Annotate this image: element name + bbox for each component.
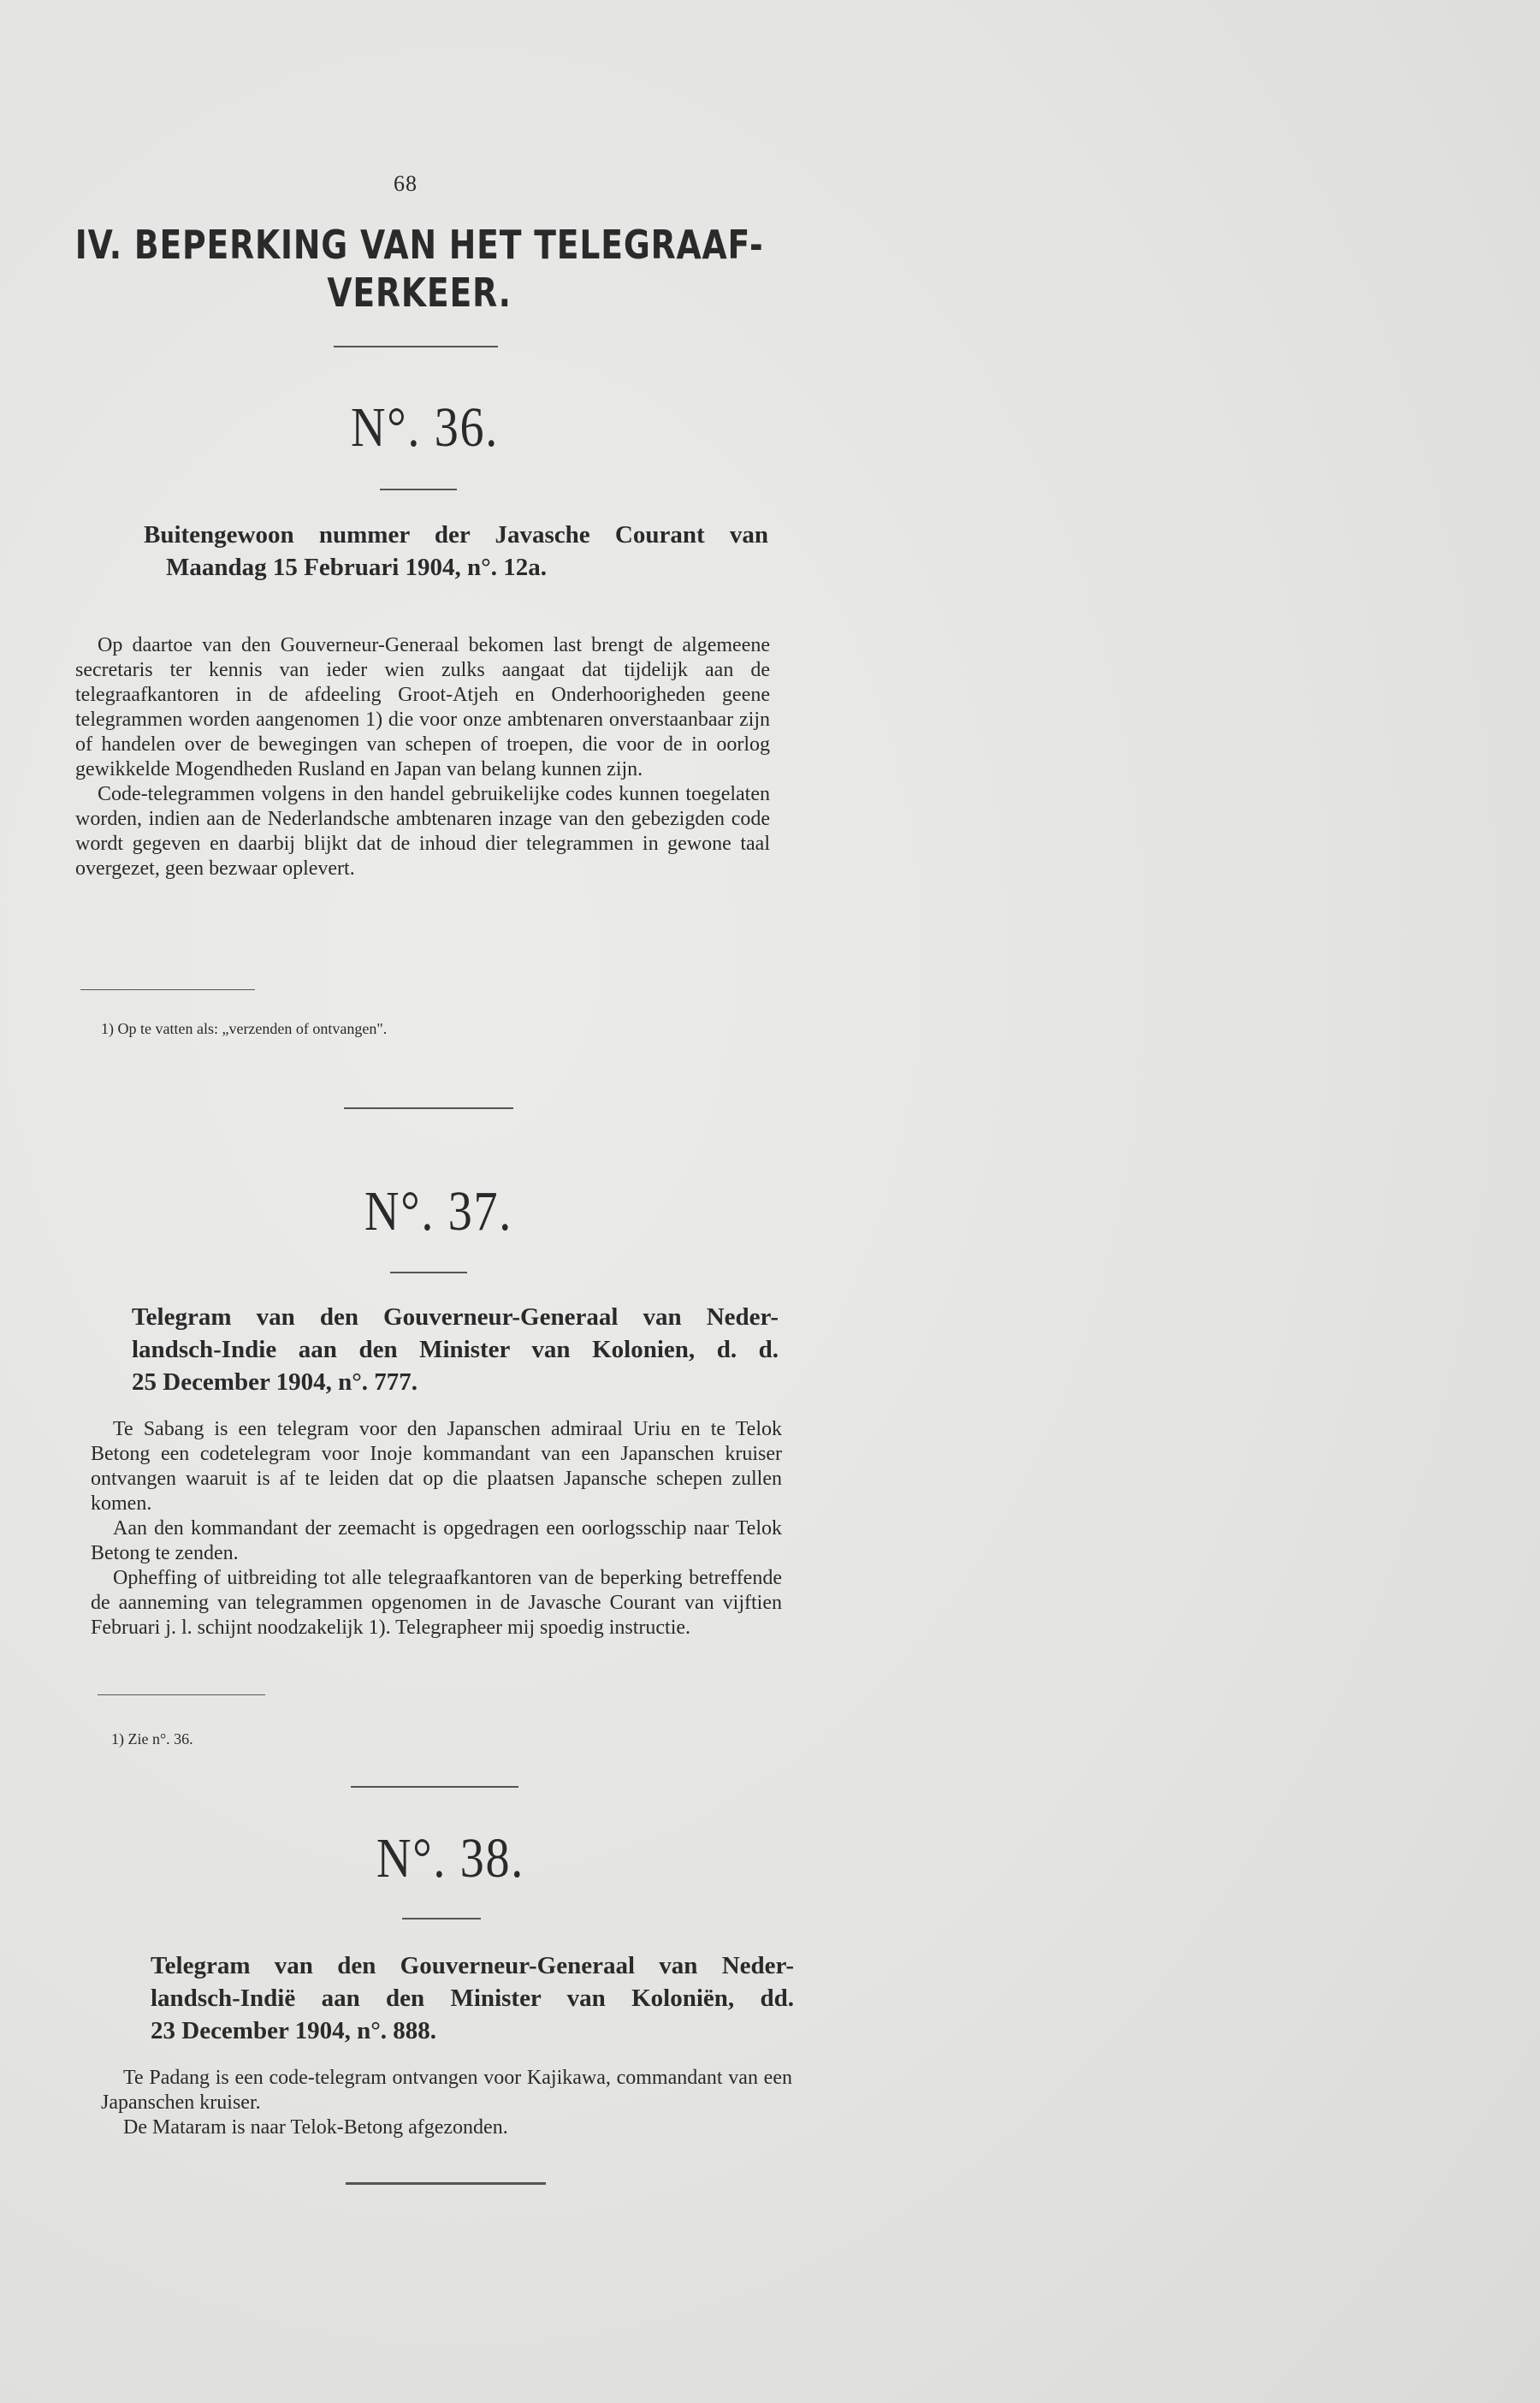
doc-body-37	[91, 1417, 782, 1641]
page-number: 68	[394, 171, 418, 196]
footnote-rule	[80, 989, 255, 990]
paragraph: Te Sabang is een telegram voor den Japanschen admiraal Uriu en te Telok Betong een codetelegram voor Inoje kommandant van een Japanschen kruiser ontvangen waaruit is af te leiden dat op die plaatsen Japansche schepen zullen komen.	[91, 1418, 782, 1515]
doc-title-36-line2: Maandag 15 Februari 1904, n°. 12a.	[166, 554, 547, 581]
doc-title-38-line2: landsch-Indië aan den Minister van Koloniën, dd.	[151, 1985, 794, 2012]
doc-title-38-line1: Telegram van den Gouverneur-Generaal van Neder-	[151, 1952, 794, 1979]
section-heading-line2: VERKEER.	[327, 270, 512, 316]
footnote-36: 1) Op te vatten als: „verzenden of ontvangen".	[101, 1020, 388, 1037]
divider	[334, 346, 498, 347]
doc-number-36: N°. 36.	[351, 396, 500, 459]
doc-title-37-line3: 25 December 1904, n°. 777.	[132, 1368, 418, 1396]
doc-title-38-line3: 23 December 1904, n°. 888.	[151, 2017, 437, 2044]
doc-title-37	[132, 1301, 779, 1398]
divider	[351, 1786, 518, 1788]
footnote-rule	[98, 1694, 265, 1695]
divider	[380, 489, 457, 490]
doc-title-36-line1: Buitengewoon nummer der Javasche Courant van	[144, 521, 768, 549]
divider	[390, 1272, 467, 1273]
doc-body-38	[101, 2066, 792, 2140]
paragraph: Aan den kommandant der zeemacht is opgedragen een oorlogsschip naar Telok Betong te zenden.	[91, 1517, 782, 1564]
doc-title-38	[151, 1949, 794, 2047]
paragraph: Opheffing of uitbreiding tot alle telegraafkantoren van de beperking betreffende de aanneming van telegrammen opgenomen in de Javasche Courant van vijftien Februari j. l. schijnt noodzakelijk 1). Telegrapheer mij spoedig instructie.	[91, 1567, 782, 1639]
divider	[344, 1107, 513, 1109]
paragraph: Op daartoe van den Gouverneur-Generaal bekomen last brengt de algemeene secretaris ter kennis van ieder wien zulks aangaat dat tijdelijk aan de telegraafkantoren in de afdeeling Groot-Atjeh en Onderhoorigheden geene telegrammen worden aangenomen 1) die voor onze ambtenaren onverstaanbaar zijn of handelen over de bewegingen van schepen of troepen, die voor de in oorlog gewikkelde Mogendheden Rusland en Japan van belang kunnen zijn.	[75, 634, 770, 780]
paragraph: De Mataram is naar Telok-Betong afgezonden.	[123, 2116, 508, 2139]
doc-number-38: N°. 38.	[376, 1827, 525, 1890]
paragraph: Code-telegrammen volgens in den handel gebruikelijke codes kunnen toegelaten worden, indien aan de Nederlandsche ambtenaren inzage van den gebezigden code wordt gegeven en daarbij blijkt dat de inhoud dier telegrammen in gewone taal overgezet, geen bezwaar oplevert.	[75, 783, 770, 880]
divider	[402, 1918, 481, 1919]
section-heading	[65, 221, 773, 317]
doc-title-37-line1: Telegram van den Gouverneur-Generaal van Neder-	[132, 1303, 779, 1331]
section-heading-line1: IV. BEPERKING VAN HET TELEGRAAF-	[74, 222, 764, 268]
doc-title-36	[144, 519, 768, 584]
doc-title-37-line2: landsch-Indie aan den Minister van Kolonien, d. d.	[132, 1336, 779, 1363]
footnote-37: 1) Zie n°. 36.	[111, 1730, 193, 1747]
doc-number-37: N°. 37.	[364, 1180, 513, 1243]
doc-body-36	[75, 633, 770, 881]
paragraph: Te Padang is een code-telegram ontvangen voor Kajikawa, commandant van een Japanschen kruiser.	[101, 2067, 792, 2114]
divider	[346, 2182, 546, 2185]
